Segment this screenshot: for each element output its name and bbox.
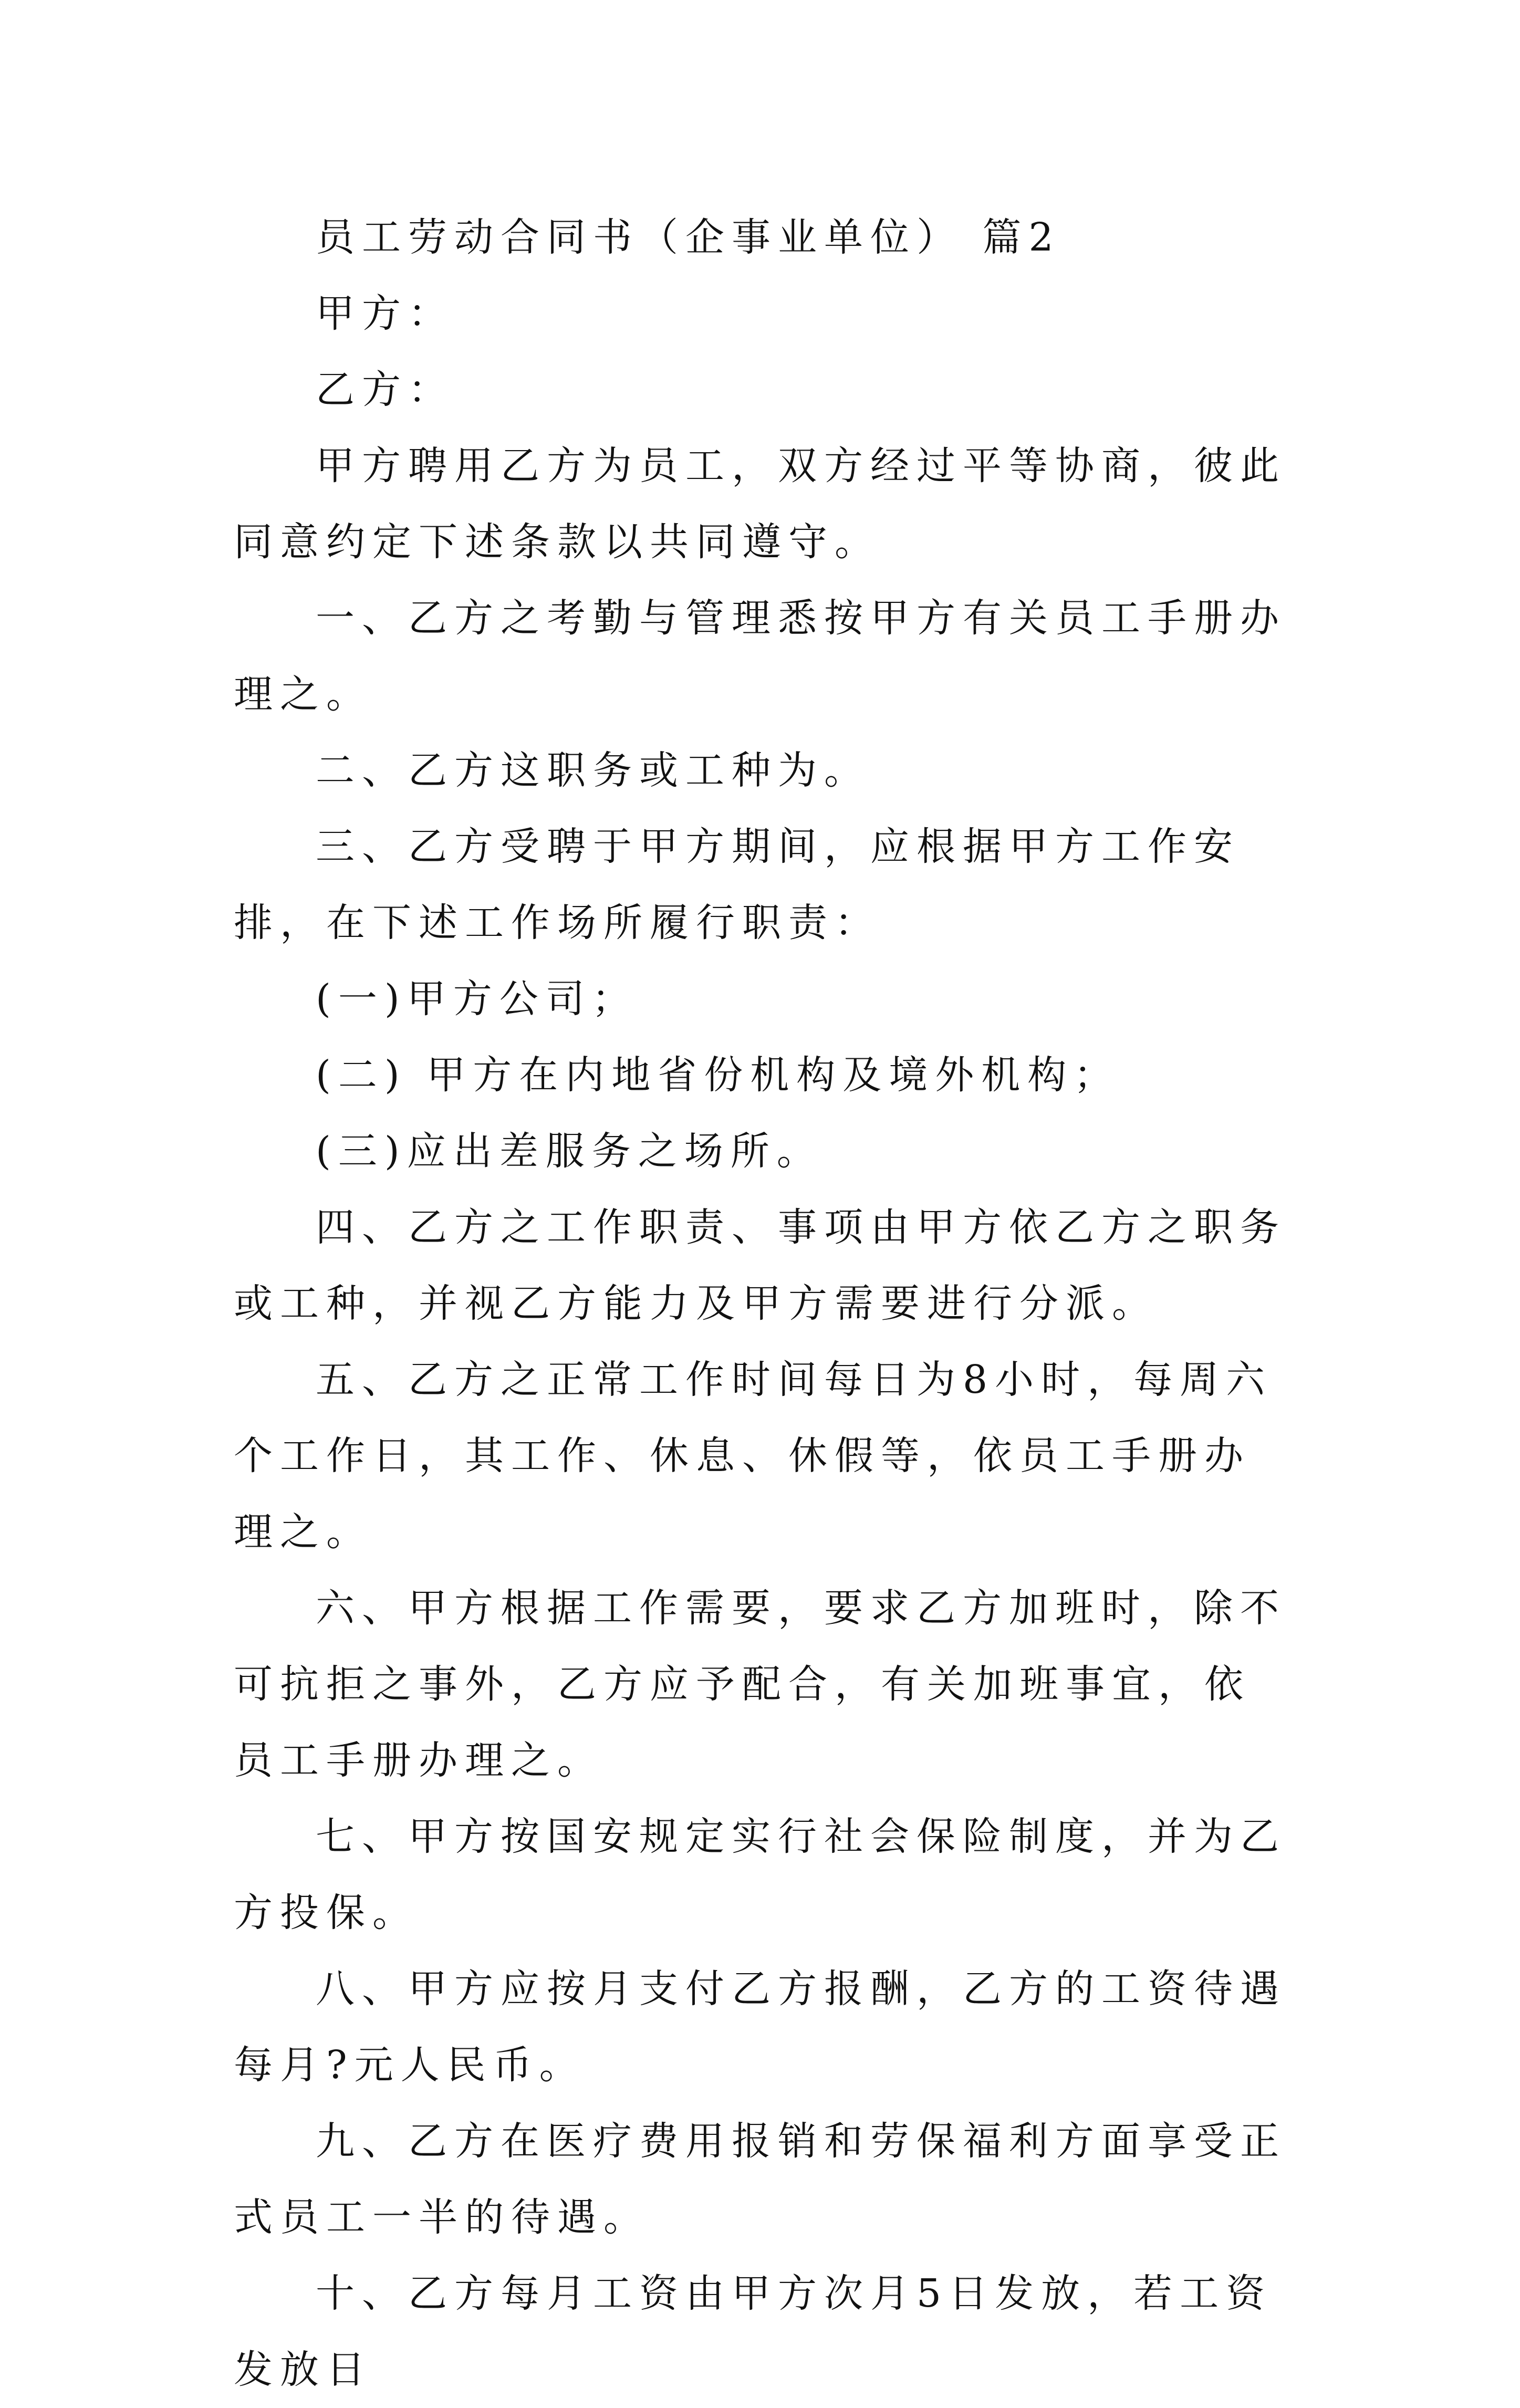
- clause-3-item-3: (三)应出差服务之场所。: [316, 1129, 823, 1174]
- clause-3-item-2: (二) 甲方在内地省份机构及境外机构；: [316, 1052, 1120, 1098]
- document-title: 员工劳动合同书（企事业单位） 篇2: [316, 215, 1061, 260]
- clause-10: 十、乙方每月工资由甲方次月5日发放，若工资发放日: [234, 2271, 1273, 2392]
- clause-8: 八、甲方应按月支付乙方报酬，乙方的工资待遇每月?元人民币。: [234, 1966, 1286, 2088]
- clause-3-item-1: (一)甲方公司；: [316, 976, 638, 1021]
- party-a-label: 甲方：: [316, 291, 454, 336]
- clause-6: 六、甲方根据工作需要，要求乙方加班时，除不可抗拒之事外，乙方应予配合，有关加班事宜，依员工手册办理之。: [234, 1586, 1286, 1783]
- clause-4: 四、乙方之工作职责、事项由甲方依乙方之职务或工种，并视乙方能力及甲方需要进行分派。: [234, 1205, 1286, 1326]
- document-body: [234, 200, 1295, 2408]
- clause-1: 一、乙方之考勤与管理悉按甲方有关员工手册办理之。: [234, 596, 1286, 717]
- paragraph-intro: 甲方聘用乙方为员工，双方经过平等协商，彼此同意约定下述条款以共同遵守。: [234, 443, 1286, 565]
- clause-9: 九、乙方在医疗费用报销和劳保福利方面享受正式员工一半的待遇。: [234, 2119, 1286, 2240]
- clause-3: 三、乙方受聘于甲方期间，应根据甲方工作安排，在下述工作场所履行职责：: [234, 824, 1240, 945]
- clause-5: 五、乙方之正常工作时间每日为8小时，每周六个工作日，其工作、休息、休假等，依员工手册办理之。: [234, 1357, 1273, 1555]
- clause-2: 二、乙方这职务或工种为。: [316, 748, 870, 793]
- party-b-label: 乙方：: [316, 367, 454, 412]
- clause-7: 七、甲方按国安规定实行社会保险制度，并为乙方投保。: [234, 1814, 1286, 1935]
